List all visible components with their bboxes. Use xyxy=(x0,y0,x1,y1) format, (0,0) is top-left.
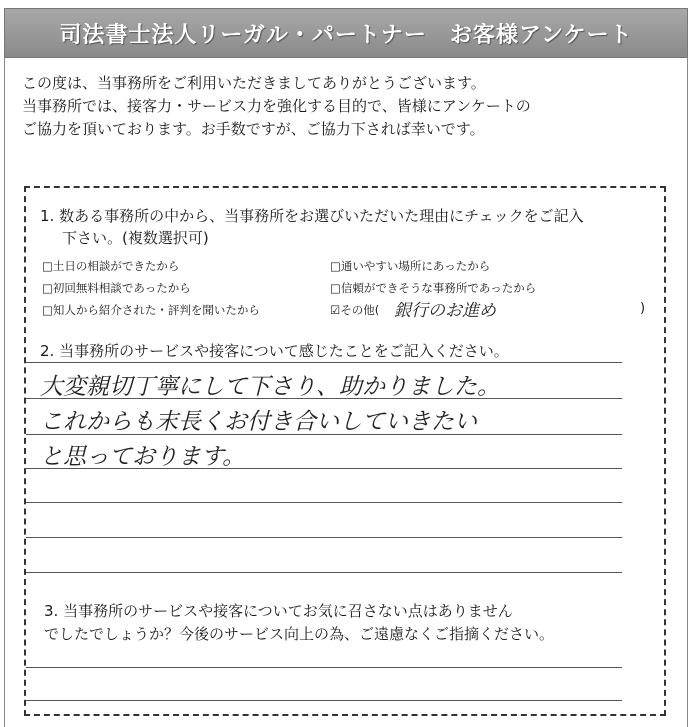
handwritten-answer-line: と思っております。 xyxy=(40,444,246,470)
question-3-line: 3. 当事務所のサービスや接客についてお気に召さない点はありません xyxy=(44,602,513,620)
question-3-line: でしたでしょうか？今後のサービス向上の為、ご遠慮なくご指摘ください。 xyxy=(44,625,555,643)
option-other-checked[interactable]: ☑その他( xyxy=(330,303,380,317)
option-referral[interactable]: □知人から紹介された・評判を聞いたから xyxy=(42,303,260,317)
intro-line: この度は、当事務所をご利用いただきましてありがとうございます。 xyxy=(22,74,486,92)
answer-rule-line xyxy=(26,572,622,573)
other-reason-handwritten: 銀行のお進め xyxy=(394,301,496,321)
question-2-title: 2. 当事務所のサービスや接客について感じたことをご記入ください。 xyxy=(40,342,509,360)
intro-line: ご協力を頂いております。お手数ですが、ご協力下されば幸いです。 xyxy=(22,120,485,138)
answer-rule-line xyxy=(26,667,622,668)
survey-title: 司法書士法人リーガル・パートナー お客様アンケート xyxy=(59,23,633,48)
answer-rule-line xyxy=(26,502,622,503)
option-weekend-consultation[interactable]: □土日の相談ができたから xyxy=(42,259,180,273)
intro-line: 当事務所では、接客力・サービス力を強化する目的で、皆様にアンケートの xyxy=(22,97,531,115)
answer-rule-line xyxy=(26,537,622,538)
question-1-title: 1. 数ある事務所の中から、当事務所をお選びいただいた理由にチェックをご記入 xyxy=(40,207,584,225)
handwritten-answer-line: これからも末長くお付き合いしていきたい xyxy=(40,409,477,435)
option-convenient-location[interactable]: □通いやすい場所にあったから xyxy=(330,259,491,273)
answer-rule-line xyxy=(26,362,622,363)
intro-text xyxy=(22,72,531,141)
option-free-first-consultation[interactable]: □初回無料相談であったから xyxy=(42,281,191,295)
handwritten-answer-line: 大変親切丁寧にして下さり、助かりました。 xyxy=(40,374,500,400)
question-1-subtitle: 下さい。(複数選択可) xyxy=(62,229,209,247)
survey-header-bar xyxy=(4,8,688,58)
question-3-title xyxy=(44,600,554,646)
option-trustworthy-office[interactable]: □信頼ができそうな事務所であったから xyxy=(330,281,537,295)
answer-rule-line xyxy=(26,700,622,701)
other-close-paren: ) xyxy=(640,301,646,316)
